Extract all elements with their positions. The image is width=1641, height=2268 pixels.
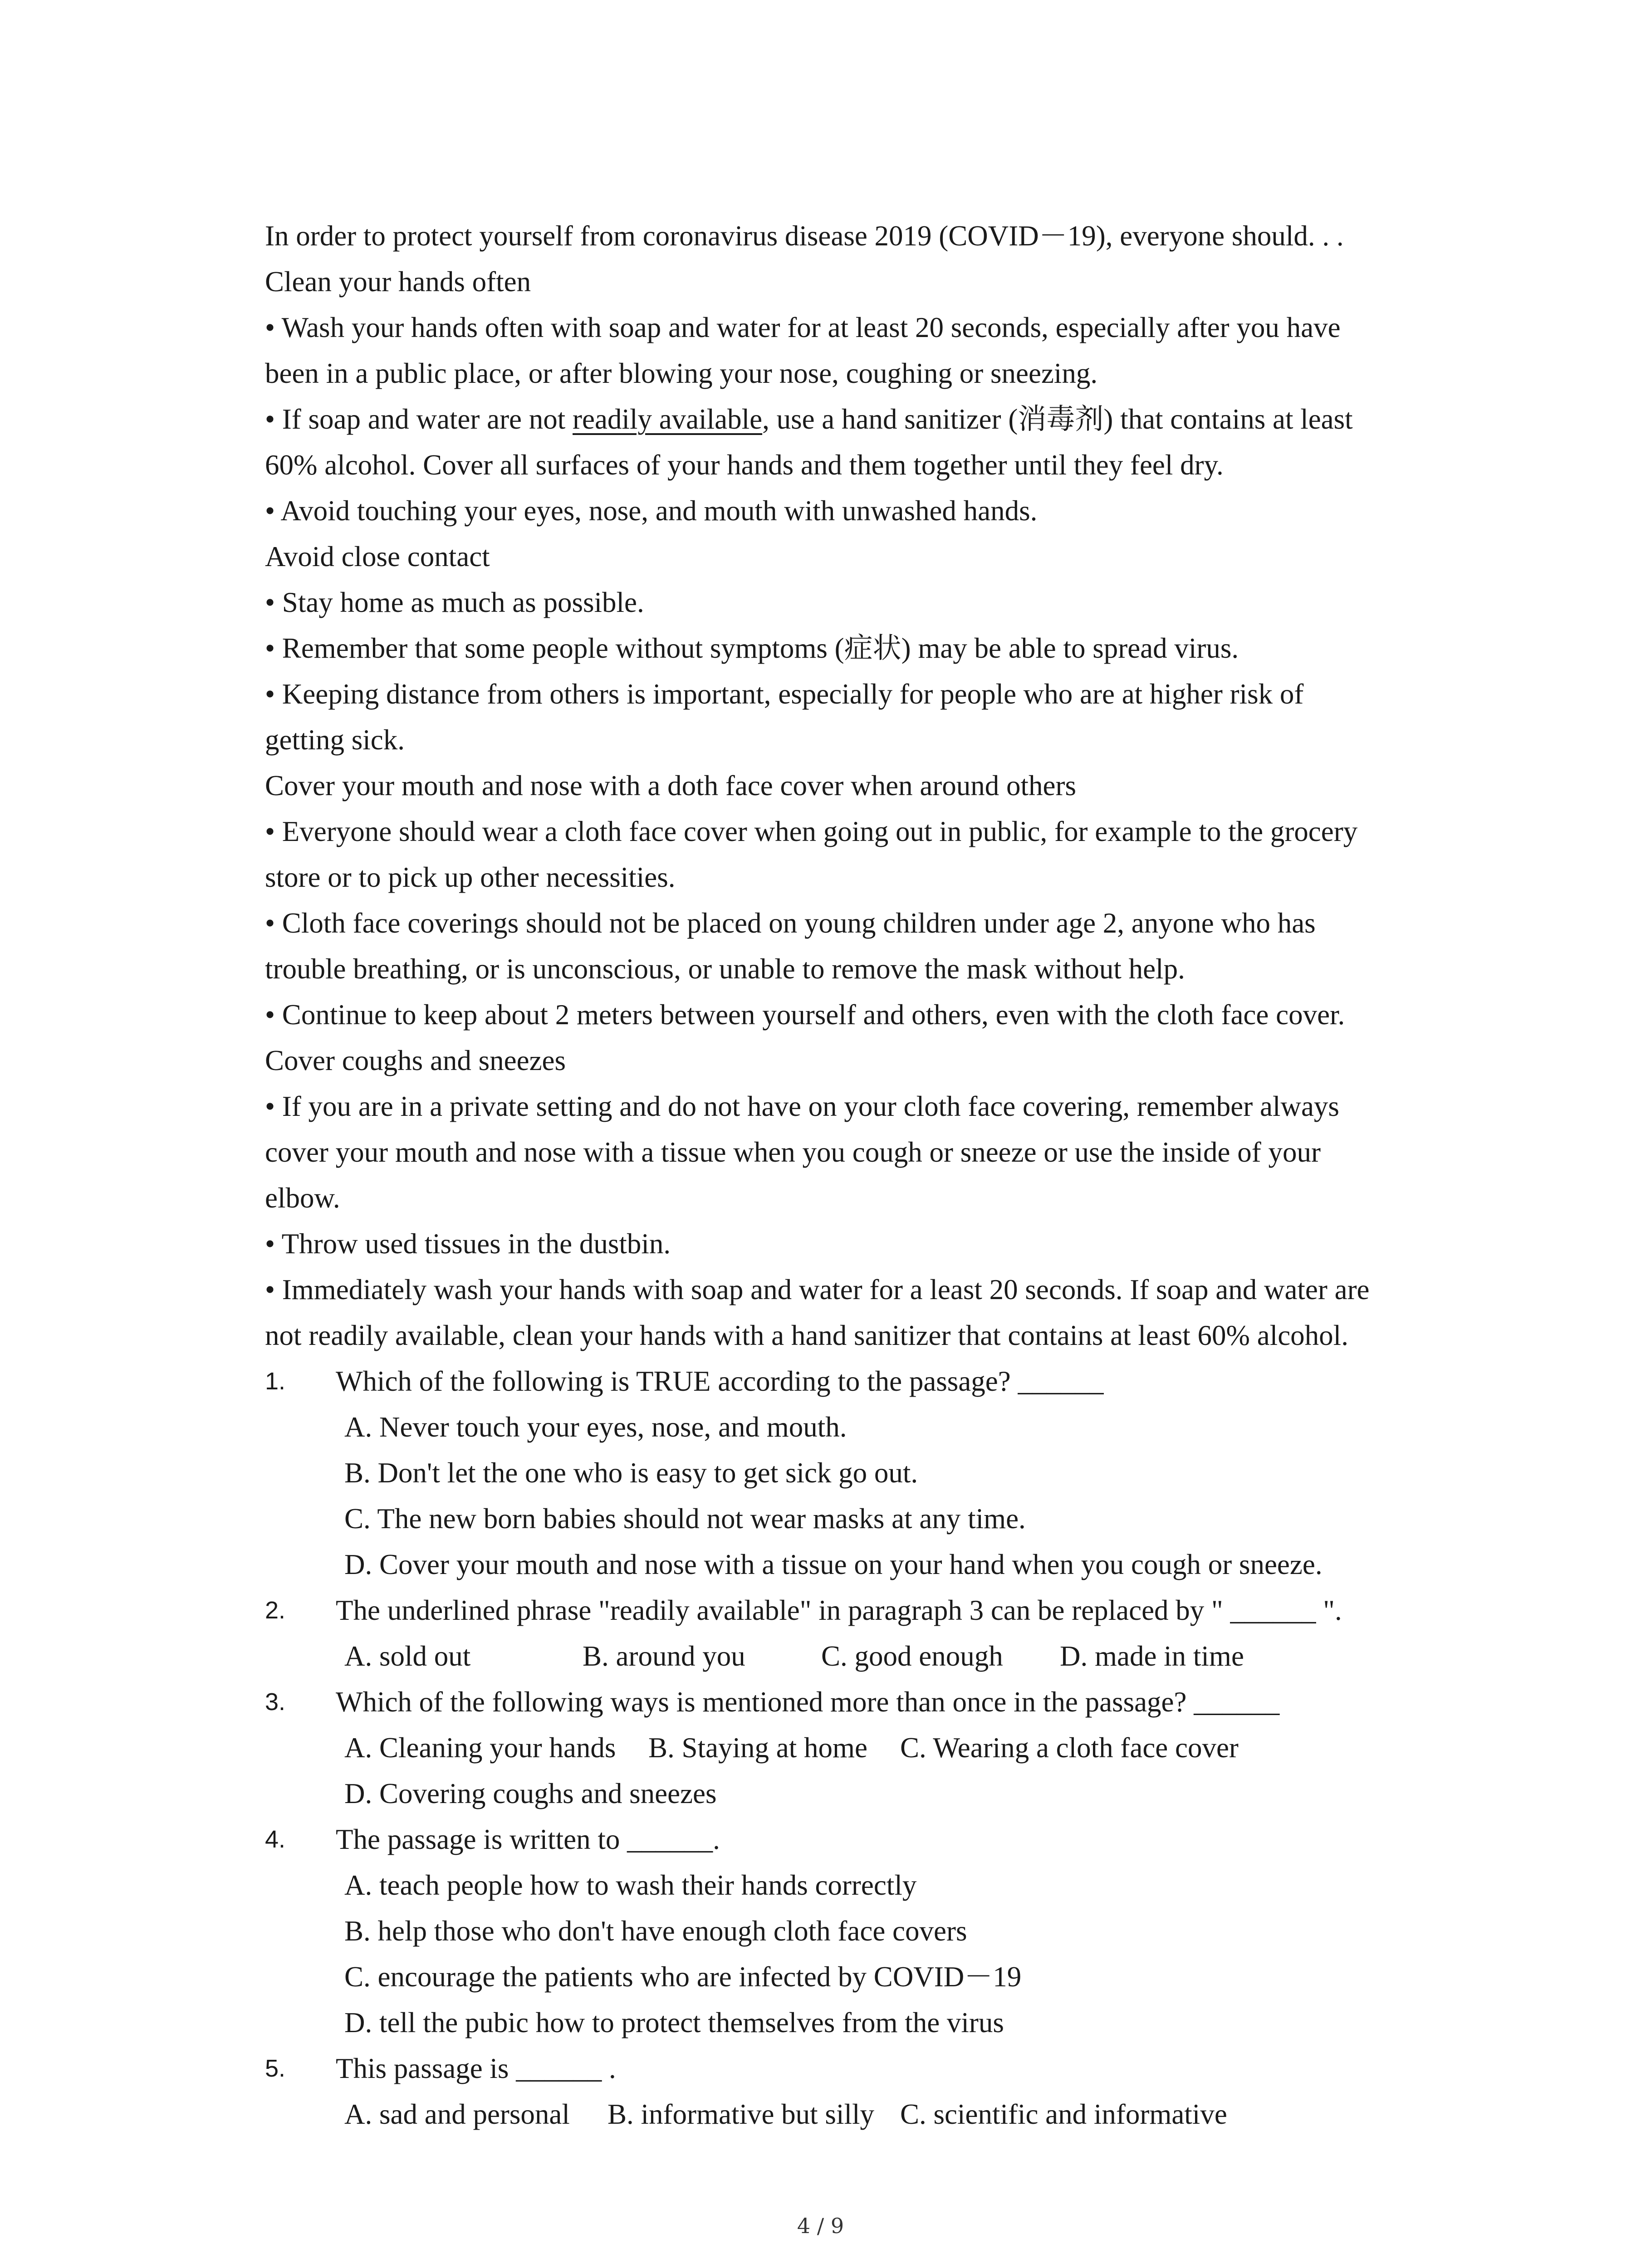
passage-line: elbow.	[265, 1182, 340, 1214]
option-d: D. made in time	[1060, 1640, 1244, 1672]
section-heading-face-cover: Cover your mouth and nose with a doth face cover when around others	[265, 770, 1076, 802]
question-number: 4.	[265, 1826, 286, 1853]
option-a: A. sad and personal	[344, 2098, 570, 2130]
question-text: Which of the following is TRUE according to the passage? ______	[336, 1365, 1104, 1397]
passage-line: • Avoid touching your eyes, nose, and mouth with unwashed hands.	[265, 495, 1038, 527]
passage-line: store or to pick up other necessities.	[265, 861, 676, 893]
option-a: A. Cleaning your hands	[344, 1732, 616, 1764]
option-b: B. informative but silly	[607, 2098, 874, 2130]
passage-line: • Wash your hands often with soap and water for at least 20 seconds, especially after you have	[265, 312, 1341, 343]
question-number: 3.	[265, 1688, 286, 1716]
question-number: 5.	[265, 2055, 286, 2082]
passage-line: not readily available, clean your hands with a hand sanitizer that contains at least 60% alcohol.	[265, 1320, 1348, 1351]
option-c: C. Wearing a cloth face cover	[900, 1732, 1239, 1764]
option-d: D. Covering coughs and sneezes	[344, 1778, 717, 1809]
option-b: B. Don't let the one who is easy to get sick go out.	[344, 1457, 918, 1489]
passage-line: cover your mouth and nose with a tissue when you cough or sneeze or use the inside of your	[265, 1136, 1321, 1168]
page-number: 4 / 9	[797, 2214, 844, 2238]
passage-line: • Throw used tissues in the dustbin.	[265, 1228, 671, 1260]
section-heading-coughs: Cover coughs and sneezes	[265, 1045, 566, 1076]
option-c: C. encourage the patients who are infected by COVID－19	[344, 1961, 1022, 1993]
passage-line: • Cloth face coverings should not be placed on young children under age 2, anyone who has	[265, 907, 1316, 939]
question-number: 1.	[265, 1368, 286, 1395]
question-4	[265, 1817, 1463, 1862]
option-a: A. Never touch your eyes, nose, and mouth.	[344, 1411, 847, 1443]
passage-intro: In order to protect yourself from coronavirus disease 2019 (COVID－19), everyone should. . .	[265, 220, 1344, 252]
section-heading-avoid-contact: Avoid close contact	[265, 541, 490, 572]
passage-line: • Continue to keep about 2 meters between yourself and others, even with the cloth face cover.	[265, 999, 1345, 1031]
passage-line: • Stay home as much as possible.	[265, 587, 644, 618]
option-c: C. good enough	[821, 1640, 1003, 1672]
option-b: B. help those who don't have enough cloth face covers	[344, 1915, 967, 1947]
option-a: A. sold out	[344, 1640, 471, 1672]
passage-line: • Immediately wash your hands with soap and water for a least 20 seconds. If soap and water are	[265, 1274, 1370, 1305]
passage-line: getting sick.	[265, 724, 405, 756]
options-row	[265, 2092, 1463, 2137]
options-row	[265, 1633, 1463, 1679]
underlined-phrase: readily available	[573, 403, 763, 435]
option-c: C. scientific and informative	[900, 2098, 1227, 2130]
question-5	[265, 2046, 1463, 2092]
passage-line: 60% alcohol. Cover all surfaces of your hands and them together until they feel dry.	[265, 449, 1224, 481]
section-heading-clean-hands: Clean your hands often	[265, 266, 531, 298]
passage-line-with-underline	[265, 396, 1463, 442]
page-content	[265, 213, 1463, 2137]
passage-line: • If you are in a private setting and do not have on your cloth face covering, remember always	[265, 1090, 1339, 1122]
passage-line: • Everyone should wear a cloth face cover when going out in public, for example to the grocery	[265, 816, 1358, 847]
option-d: D. tell the pubic how to protect themselves from the virus	[344, 2007, 1004, 2038]
question-2	[265, 1588, 1463, 1633]
passage-text: , use a hand sanitizer (消毒剂) that contains at least	[762, 403, 1353, 435]
question-text: Which of the following ways is mentioned more than once in the passage? ______	[336, 1686, 1280, 1718]
passage-line: • Keeping distance from others is important, especially for people who are at higher risk of	[265, 678, 1304, 710]
question-number: 2.	[265, 1597, 286, 1624]
passage-line: trouble breathing, or is unconscious, or unable to remove the mask without help.	[265, 953, 1185, 985]
passage-line: been in a public place, or after blowing your nose, coughing or sneezing.	[265, 357, 1098, 389]
options-row	[265, 1725, 1463, 1771]
question-text: The passage is written to ______.	[336, 1823, 720, 1855]
option-d: D. Cover your mouth and nose with a tissue on your hand when you cough or sneeze.	[344, 1549, 1323, 1580]
question-3	[265, 1679, 1463, 1725]
option-b: B. Staying at home	[648, 1732, 867, 1764]
passage-line: • Remember that some people without symptoms (症状) may be able to spread virus.	[265, 632, 1239, 664]
question-text: This passage is ______ .	[336, 2053, 616, 2084]
passage-text: • If soap and water are not	[265, 403, 573, 435]
option-c: C. The new born babies should not wear masks at any time.	[344, 1503, 1026, 1535]
option-a: A. teach people how to wash their hands correctly	[344, 1869, 917, 1901]
question-text: The underlined phrase "readily available" in paragraph 3 can be replaced by " ______ ".	[336, 1594, 1342, 1626]
option-b: B. around you	[583, 1640, 745, 1672]
question-1	[265, 1359, 1463, 1404]
